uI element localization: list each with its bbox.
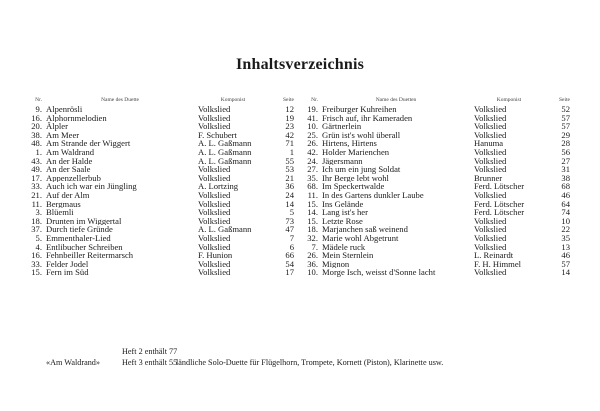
toc-composer: Volkslied — [198, 268, 231, 277]
toc-number: 42. — [307, 147, 318, 157]
toc-number: 17. — [31, 173, 42, 183]
toc-row — [304, 174, 570, 183]
toc-title: Frisch auf, ihr Kameraden — [322, 113, 413, 123]
toc-composer: Volkslied — [198, 216, 231, 226]
toc-title: Freiburger Kuhreihen — [322, 105, 397, 114]
toc-row — [28, 105, 294, 114]
toc-row — [28, 165, 294, 174]
toc-title: Lang ist's her — [322, 208, 368, 217]
toc-page: 27 — [561, 156, 570, 166]
toc-row — [28, 148, 294, 157]
toc-page: 1 — [289, 147, 294, 157]
toc-composer: Ferd. Lötscher — [474, 199, 525, 209]
toc-title: Auf der Alm — [46, 190, 90, 200]
toc-composer: Volkslied — [198, 242, 231, 252]
toc-composer: Volkslied — [474, 130, 507, 140]
toc-title: Appenzellerbub — [46, 173, 101, 183]
toc-number: 4. — [35, 242, 42, 252]
toc-title: Alpenrösli — [46, 105, 83, 114]
toc-number: 26. — [307, 139, 318, 148]
toc-page: 64 — [561, 199, 570, 209]
toc-row — [28, 200, 294, 209]
toc-title: Fern im Süd — [46, 268, 89, 277]
toc-number: 1. — [35, 147, 42, 157]
toc-composer: Volkslied — [474, 105, 507, 114]
toc-composer: Volkslied — [474, 233, 507, 243]
toc-row — [304, 114, 570, 123]
toc-page: 14 — [561, 268, 570, 277]
toc-composer: A. L. Gaßmann — [198, 225, 252, 234]
toc-composer: Volkslied — [198, 122, 231, 131]
toc-page: 66 — [285, 251, 294, 260]
toc-row — [28, 217, 294, 226]
toc-title: Drunten im Wiggertal — [46, 216, 122, 226]
toc-composer: Volkslied — [474, 242, 507, 252]
toc-title: Am Meer — [46, 130, 80, 140]
toc-row — [304, 165, 570, 174]
toc-page: 12 — [285, 105, 294, 114]
toc-row — [28, 174, 294, 183]
toc-number: 24. — [307, 156, 318, 166]
toc-row — [28, 243, 294, 252]
toc-page: 71 — [285, 139, 294, 148]
toc-row — [304, 148, 570, 157]
toc-number: 49. — [31, 165, 42, 174]
toc-title: Am Strande der Wiggert — [46, 139, 131, 148]
toc-composer: Volkslied — [474, 225, 507, 234]
toc-title: Marjanchen saß weinend — [322, 225, 408, 234]
toc-row — [28, 251, 294, 260]
toc-header-row — [304, 96, 570, 105]
toc-composer: Volkslied — [474, 216, 507, 226]
toc-number: 21. — [31, 190, 42, 200]
toc-number: 3. — [35, 208, 42, 217]
toc-row — [28, 191, 294, 200]
toc-number: 11. — [307, 190, 318, 200]
toc-title: Letzte Rose — [322, 216, 363, 226]
toc-page: 17 — [285, 268, 294, 277]
header-page: Seite — [559, 97, 570, 103]
header-page: Seite — [283, 97, 294, 103]
toc-number: 36. — [307, 259, 318, 269]
toc-title: Hirtens, Hirtens — [322, 139, 377, 148]
toc-title: In des Gartens dunkler Laube — [322, 190, 424, 200]
toc-composer: Volkslied — [198, 165, 231, 174]
toc-row — [304, 191, 570, 200]
toc-composer: Volkslied — [198, 173, 231, 183]
toc-number: 7. — [311, 242, 318, 252]
toc-title: Gärtnerlein — [322, 122, 362, 131]
toc-composer: F. H. Himmel — [474, 259, 522, 269]
toc-number: 5. — [35, 233, 42, 243]
toc-page: 28 — [561, 139, 570, 148]
toc-number: 15. — [307, 199, 318, 209]
toc-row — [304, 225, 570, 234]
toc-number: 14. — [307, 208, 318, 217]
toc-page: 22 — [561, 225, 570, 234]
footer-description: ländliche Solo-Duette für Flügelhorn, Trompete, Kornett (Piston), Klarinette usw. — [176, 358, 444, 367]
toc-row — [28, 157, 294, 166]
toc-composer: Ferd. Lötscher — [474, 208, 525, 217]
toc-composer: A. L. Gaßmann — [198, 139, 252, 148]
toc-title: Älpler — [46, 122, 68, 131]
footer-volumes — [122, 346, 177, 368]
toc-composer: Volkslied — [198, 105, 231, 114]
toc-number: 15. — [31, 268, 42, 277]
toc-number: 15. — [307, 216, 318, 226]
toc-title: Grün ist's wohl überall — [322, 130, 401, 140]
toc-page: 36 — [285, 182, 294, 191]
toc-number: 33. — [31, 259, 42, 269]
toc-page: 57 — [561, 113, 570, 123]
toc-composer: Volkslied — [474, 165, 507, 174]
toc-composer: Volkslied — [198, 233, 231, 243]
toc-title: Bergmaus — [46, 199, 81, 209]
toc-number: 27. — [307, 165, 318, 174]
toc-page: 38 — [561, 173, 570, 183]
header-nr: Nr. — [35, 97, 42, 103]
toc-row — [304, 131, 570, 140]
toc-page: 56 — [561, 147, 570, 157]
toc-page: 52 — [561, 105, 570, 114]
toc-number: 16. — [31, 113, 42, 123]
toc-composer: Hanuma — [474, 139, 504, 148]
toc-row — [304, 182, 570, 191]
toc-title: Entlibucher Schreiben — [46, 242, 123, 252]
header-nr: Nr. — [311, 97, 318, 103]
toc-row — [304, 260, 570, 269]
toc-row — [28, 234, 294, 243]
toc-title: Mädele ruck — [322, 242, 366, 252]
toc-row — [28, 131, 294, 140]
toc-row — [28, 268, 294, 277]
toc-page: 23 — [285, 122, 294, 131]
toc-composer: Volkslied — [474, 147, 507, 157]
toc-row — [304, 157, 570, 166]
toc-composer: Volkslied — [474, 190, 507, 200]
toc-row — [304, 243, 570, 252]
toc-composer: A. L. Gaßmann — [198, 156, 252, 166]
toc-composer: Brunner — [474, 173, 503, 183]
toc-row — [28, 225, 294, 234]
toc-page: 7 — [289, 233, 294, 243]
toc-number: 38. — [31, 130, 42, 140]
toc-number: 43. — [31, 156, 42, 166]
toc-page: 21 — [285, 173, 294, 183]
header-composer: Komponist — [496, 97, 522, 103]
toc-number: 9. — [35, 105, 42, 114]
toc-number: 26. — [307, 251, 318, 260]
toc-composer: Volkslied — [198, 259, 231, 269]
toc-title: An der Halde — [46, 156, 93, 166]
toc-composer: L. Reinardt — [474, 251, 514, 260]
toc-title: Morge Isch, weisst d'Sonne lacht — [322, 268, 436, 277]
toc-composer: Ferd. Lötscher — [474, 182, 525, 191]
toc-page: 6 — [289, 242, 294, 252]
toc-title: Durch tiefe Gründe — [46, 225, 113, 234]
toc-number: 18. — [31, 216, 42, 226]
toc-row — [28, 208, 294, 217]
toc-title: Blüemli — [46, 208, 74, 217]
footer-title: «Am Waldrand» — [46, 358, 100, 367]
toc-page: 19 — [285, 113, 294, 123]
toc-row — [304, 268, 570, 277]
toc-page: 54 — [285, 259, 294, 269]
toc-title: Felder Jodel — [46, 259, 89, 269]
toc-title: Emmenthaler-Lied — [46, 233, 111, 243]
toc-title: Im Speckertwalde — [322, 182, 385, 191]
toc-header-row — [28, 96, 294, 105]
page-title: Inhaltsverzeichnis — [235, 56, 365, 73]
toc-composer: Volkslied — [474, 113, 507, 123]
toc-number: 32. — [307, 233, 318, 243]
toc-composer: A. Lortzing — [198, 182, 239, 191]
toc-page: 55 — [285, 156, 294, 166]
toc-page: 14 — [285, 199, 294, 209]
toc-page: 57 — [561, 259, 570, 269]
toc-row — [304, 217, 570, 226]
toc-row — [304, 105, 570, 114]
toc-composer: F. Hunion — [198, 251, 233, 260]
toc-page: 53 — [285, 165, 294, 174]
header-name: Name des Duetten — [375, 97, 417, 103]
toc-page: 10 — [561, 216, 570, 226]
footer-volume-2: Heft 2 enthält 77 — [122, 347, 178, 356]
toc-composer: Volkslied — [198, 190, 231, 200]
header-name: Name des Duette — [101, 97, 139, 103]
toc-number: 41. — [307, 113, 318, 123]
toc-title: Mignon — [322, 259, 350, 269]
toc-row — [28, 182, 294, 191]
toc-page: 46 — [561, 251, 570, 260]
toc-page: 31 — [561, 165, 570, 174]
header-composer: Komponist — [220, 97, 246, 103]
footer-volume-3: Heft 3 enthält 55 — [122, 358, 178, 367]
toc-composer: Volkslied — [474, 268, 507, 277]
toc-number: 10. — [307, 122, 318, 131]
toc-page: 68 — [561, 182, 570, 191]
toc-title: Mein Sternlein — [322, 251, 374, 260]
toc-composer: Volkslied — [198, 113, 231, 123]
toc-number: 10. — [307, 268, 318, 277]
toc-row — [304, 251, 570, 260]
toc-row — [28, 139, 294, 148]
toc-composer: Volkslied — [198, 208, 231, 217]
toc-row — [28, 260, 294, 269]
toc-composer: F. Schubert — [198, 130, 237, 140]
toc-page: 46 — [561, 190, 570, 200]
toc-title: An der Saale — [46, 165, 91, 174]
toc-row — [304, 139, 570, 148]
toc-page: 29 — [561, 130, 570, 140]
toc-row — [28, 122, 294, 131]
toc-column-right — [304, 96, 570, 277]
toc-title: Ihr Berge lebt wohl — [322, 173, 389, 183]
toc-row — [28, 114, 294, 123]
toc-column-left — [28, 96, 294, 277]
toc-composer: Volkslied — [474, 122, 507, 131]
toc-title: Alphornmelodien — [46, 113, 107, 123]
toc-title: Jägersmann — [322, 156, 363, 166]
toc-number: 19. — [307, 105, 318, 114]
toc-composer: Volkslied — [198, 199, 231, 209]
toc-number: 20. — [31, 122, 42, 131]
toc-row — [304, 234, 570, 243]
toc-page: 24 — [285, 190, 294, 200]
toc-page: 5 — [289, 208, 294, 217]
toc-number: 37. — [31, 225, 42, 234]
toc-title: Am Waldrand — [46, 147, 95, 157]
toc-page: 73 — [285, 216, 294, 226]
toc-composer: A. L. Gaßmann — [198, 147, 252, 157]
toc-number: 25. — [307, 130, 318, 140]
toc-composer: Volkslied — [474, 156, 507, 166]
toc-number: 35. — [307, 173, 318, 183]
toc-number: 33. — [31, 182, 42, 191]
toc-page: 57 — [561, 122, 570, 131]
toc-title: Holder Marienchen — [322, 147, 390, 157]
toc-row — [304, 122, 570, 131]
toc-title: Auch ich war ein Jüngling — [46, 182, 137, 191]
toc-page: 74 — [561, 208, 570, 217]
toc-number: 18. — [307, 225, 318, 234]
toc-number: 16. — [31, 251, 42, 260]
toc-page: 13 — [561, 242, 570, 252]
toc-page: 35 — [561, 233, 570, 243]
toc-title: Ich um ein jung Soldat — [322, 165, 401, 174]
toc-title: Fehnbeiller Reitermarsch — [46, 251, 134, 260]
toc-number: 68. — [307, 182, 318, 191]
toc-row — [304, 200, 570, 209]
toc-number: 11. — [31, 199, 42, 209]
toc-row — [304, 208, 570, 217]
toc-number: 48. — [31, 139, 42, 148]
toc-page: 42 — [285, 130, 294, 140]
toc-title: Marie wohl Abgetrunt — [322, 233, 399, 243]
toc-page: 47 — [285, 225, 294, 234]
toc-title: Ins Gelände — [322, 199, 364, 209]
